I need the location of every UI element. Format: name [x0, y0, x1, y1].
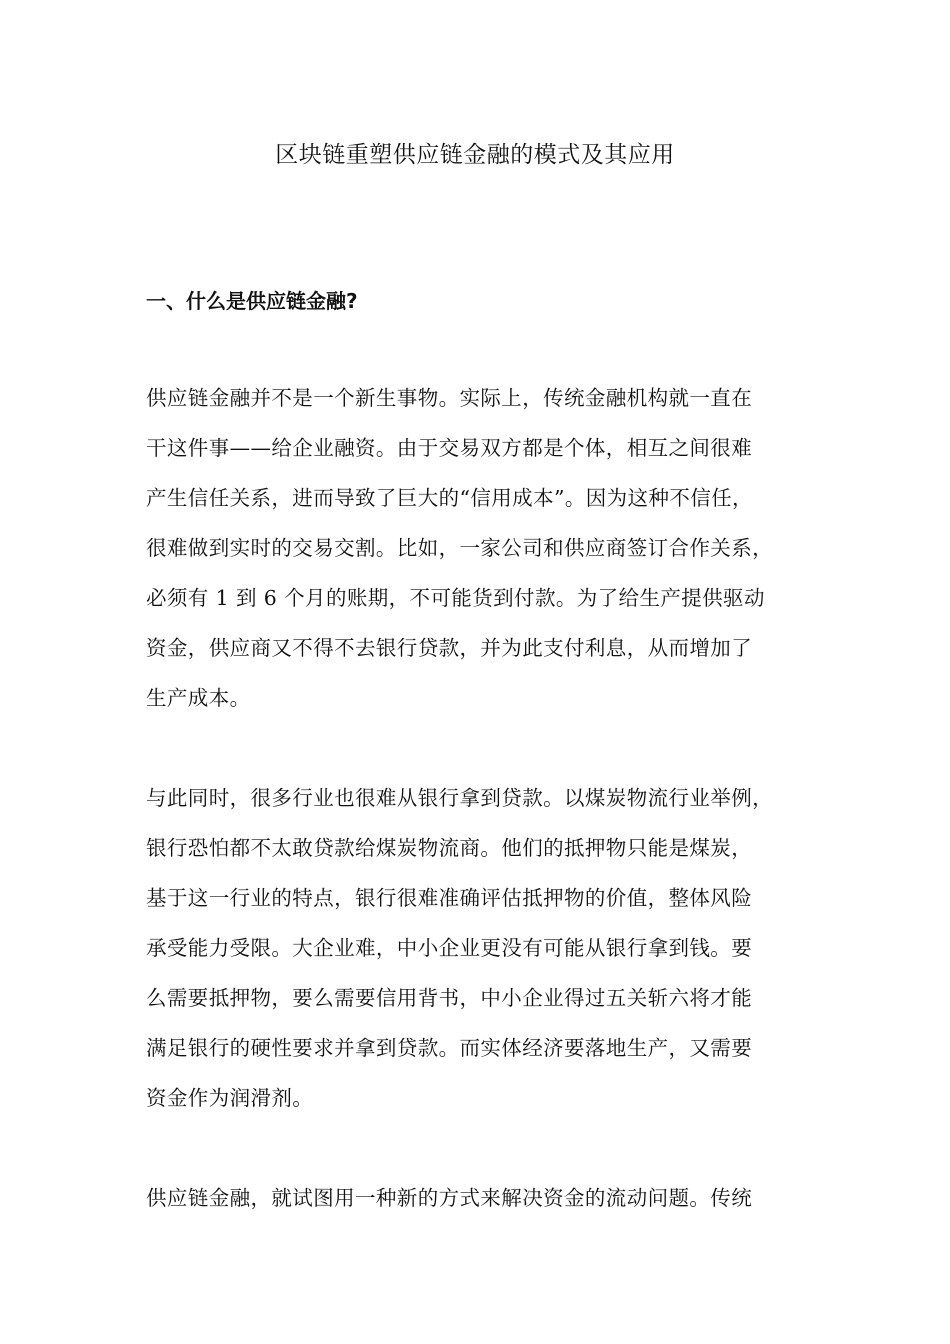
paragraph-line: 么需要抵押物，要么需要信用背书，中小企业得过五关斩六将才能: [146, 986, 753, 1010]
paragraph: [146, 1173, 836, 1223]
paragraph-line: 产生信任关系，进而导致了巨大的“信用成本”。因为这种不信任，: [146, 486, 753, 510]
paragraph-line: 资金，供应商又不得不去银行贷款，并为此支付利息，从而增加了: [146, 636, 753, 660]
paragraph-line: 满足银行的硬性要求并拿到贷款。而实体经济要落地生产，又需要: [146, 1036, 753, 1060]
paragraph-line: 必须有 1 到 6 个月的账期，不可能货到付款。为了给生产提供驱动: [146, 586, 765, 610]
document-title: 区块链重塑供应链金融的模式及其应用: [275, 142, 675, 168]
paragraph-line: 银行恐怕都不太敢贷款给煤炭物流商。他们的抵押物只能是煤炭，: [146, 836, 753, 860]
paragraph: [146, 773, 836, 1123]
paragraph-line: 与此同时，很多行业也很难从银行拿到贷款。以煤炭物流行业举例，: [146, 786, 773, 810]
paragraph-line: 资金作为润滑剂。: [146, 1086, 314, 1110]
paragraph-line: 基于这一行业的特点，银行很难准确评估抵押物的价值，整体风险: [146, 886, 753, 910]
paragraph-line: 很难做到实时的交易交割。比如，一家公司和供应商签订合作关系，: [146, 536, 773, 560]
paragraph-line: 供应链金融，就试图用一种新的方式来解决资金的流动问题。传统: [146, 1186, 753, 1210]
paragraph-line: 供应链金融并不是一个新生事物。实际上，传统金融机构就一直在: [146, 386, 753, 410]
paragraph-line: 承受能力受限。大企业难，中小企业更没有可能从银行拿到钱。要: [146, 936, 753, 960]
section-heading: 一、什么是供应链金融?: [146, 289, 358, 313]
paragraph-line: 生产成本。: [146, 686, 251, 710]
paragraph: [146, 373, 836, 723]
paragraph-line: 干这件事——给企业融资。由于交易双方都是个体，相互之间很难: [146, 436, 753, 460]
